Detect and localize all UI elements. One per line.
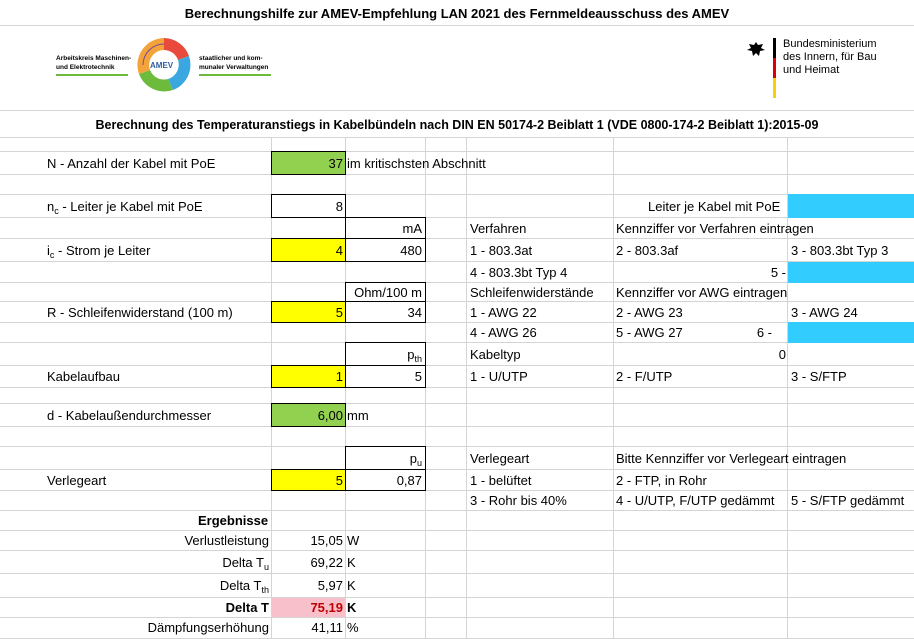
- kabel-computed: 5: [414, 369, 422, 384]
- verlust-value: 15,05: [310, 533, 343, 548]
- awg-3: 3 - AWG 24: [791, 305, 858, 320]
- verfahren-2: 2 - 803.3af: [616, 243, 679, 258]
- schleife-label: Schleifenwiderstände: [470, 285, 594, 300]
- results-header: Ergebnisse: [198, 513, 269, 528]
- kabeltyp-value: 0: [778, 347, 786, 362]
- kabeltyp-3: 3 - S/FTP: [791, 369, 847, 384]
- label-n: N - Anzahl der Kabel mit PoE: [47, 156, 216, 171]
- verlust-unit: W: [347, 533, 360, 548]
- logo-amev-text: AMEV: [150, 61, 174, 70]
- eagle-icon: [745, 40, 767, 62]
- kabeltyp-label: Kabeltyp: [470, 347, 521, 362]
- t-unit: K: [347, 600, 357, 615]
- verlege-4: 4 - U/UTP, F/UTP gedämmt: [616, 493, 775, 508]
- kabeltyp-2: 2 - F/UTP: [616, 369, 673, 384]
- logo-right-line2: munaler Verwaltungen: [199, 64, 269, 71]
- verlust-label: Verlustleistung: [184, 533, 269, 548]
- tth-unit: K: [347, 578, 356, 593]
- nc-cell[interactable]: [271, 194, 346, 218]
- label-verlegeart: Verlegeart: [47, 473, 107, 488]
- verlege-hidden-header: Verlegeart: [273, 451, 333, 466]
- verfahren-hint: Kennziffer vor Verfahren eintragen: [616, 221, 814, 236]
- ma-header: mA: [402, 221, 422, 236]
- t-value: 75,19: [310, 600, 343, 615]
- verlege-3: 3 - Rohr bis 40%: [470, 493, 567, 508]
- verfahren-4: 4 - 803.3bt Typ 4: [470, 265, 568, 280]
- kabel-value: 1: [335, 369, 343, 384]
- daempfung-label: Dämpfungserhöhung: [147, 620, 269, 635]
- label-nc: $n_c$ - Leiter je Kabel mit PoE: [47, 199, 203, 216]
- ic-computed: 480: [400, 243, 422, 258]
- ic-value: 4: [335, 243, 343, 258]
- verfahren-1: 1 - 803.3at: [470, 243, 533, 258]
- subtitle: Berechnung des Temperaturanstiegs in Kabelbündeln nach DIN EN 50174-2 Beiblatt 1 (VDE 0800-174-2 Beiblatt 1):2015-09: [95, 118, 819, 132]
- daempfung-value: 41,11: [311, 620, 343, 635]
- page-title: Berechnungshilfe zur AMEV-Empfehlung LAN 2021 des Fernmeldeausschuss des AMEV: [184, 6, 730, 21]
- pu-header-cell: [345, 446, 426, 470]
- n-cell[interactable]: [271, 151, 346, 175]
- ma-header-cell: [345, 217, 426, 239]
- awg-2: 2 - AWG 23: [616, 305, 683, 320]
- r-computed: 34: [407, 305, 422, 320]
- pth-header-cell: [345, 342, 426, 366]
- tth-label: Delta $T_{th}$: [219, 578, 269, 595]
- verlege-2: 2 - FTP, in Rohr: [616, 473, 707, 488]
- tu-unit: K: [347, 555, 356, 570]
- awg-1: 1 - AWG 22: [470, 305, 537, 320]
- leiter-label: Leiter je Kabel mit PoE: [648, 199, 781, 214]
- tu-value: 69,22: [310, 555, 343, 570]
- verlege-cell[interactable]: [271, 469, 346, 491]
- awg-cyan-cell[interactable]: [788, 322, 914, 343]
- pu-header: $p_u$: [409, 451, 422, 468]
- verlegeart-ref-label: Verlegeart: [470, 451, 530, 466]
- awg-4: 4 - AWG 26: [470, 325, 537, 340]
- awg-5: 5 - AWG 27: [616, 325, 683, 340]
- verfahren-cyan-cell[interactable]: [788, 262, 914, 283]
- logo-right-underline: [199, 74, 271, 76]
- logo-right-line1: staatlicher und kom-: [199, 55, 263, 62]
- awg-hint: Kennziffer vor AWG eintragen: [616, 285, 788, 300]
- ohm-header: Ohm/100 m: [354, 285, 422, 300]
- awg-hidden-header: AWG: [287, 285, 318, 300]
- ministry-line2: des Innern, für Bau: [783, 51, 877, 63]
- flag-black: [773, 38, 776, 58]
- amev-logo: [56, 38, 272, 96]
- kabeltyp-1: 1 - U/UTP: [470, 369, 528, 384]
- daempfung-unit: %: [347, 620, 359, 635]
- leiter-cyan-cell[interactable]: [788, 194, 914, 218]
- verlege-hint: Bitte Kennziffer vor Verlegeart eintragen: [616, 451, 847, 466]
- r-value: 5: [335, 305, 343, 320]
- verfahren-label: Verfahren: [470, 221, 527, 236]
- n-unit: im kritischsten Abschnitt: [347, 156, 486, 171]
- label-ic: $i_c$ - Strom je Leiter: [47, 243, 151, 260]
- verfahren-3: 3 - 803.3bt Typ 3: [791, 243, 889, 258]
- flag-red: [773, 58, 776, 78]
- verlege-computed-cell: [345, 469, 426, 491]
- verlege-1: 1 - belüftet: [470, 473, 532, 488]
- tth-value: 5,97: [317, 578, 343, 593]
- kabel-cell[interactable]: [271, 365, 346, 388]
- logo-left-line2: und Elektrotechnik: [56, 64, 115, 71]
- ohm-header-cell: [345, 282, 426, 302]
- r-cell[interactable]: [271, 301, 346, 323]
- d-unit: mm: [347, 408, 369, 423]
- logo-left-line1: Arbeitskreis Maschinen-: [56, 55, 132, 62]
- t-label: Delta T: [225, 600, 269, 615]
- n-value: 37: [328, 156, 343, 171]
- label-d: d - Kabelaußendurchmesser: [47, 408, 212, 423]
- kabeltyp-hidden-header: Kabeltyp: [275, 347, 326, 362]
- verlege-5: 5 - S/FTP gedämmt: [791, 493, 905, 508]
- pth-header: $p_{th}$: [407, 347, 422, 364]
- ic-cell[interactable]: [271, 238, 346, 262]
- kabel-computed-cell: [345, 365, 426, 388]
- logo-left-underline: [56, 74, 128, 76]
- verfahren-5: 5 -: [770, 265, 786, 280]
- tu-label: Delta $T_u$: [222, 555, 269, 572]
- ic-computed-cell: [345, 238, 426, 262]
- label-kabelaufbau: Kabelaufbau: [47, 369, 121, 384]
- verlege-value: 5: [335, 473, 343, 488]
- d-cell[interactable]: [271, 403, 346, 427]
- r-computed-cell: [345, 301, 426, 323]
- ministry-line1: Bundesministerium: [783, 38, 877, 50]
- ministry-logo: [743, 38, 893, 102]
- d-value: 6,00: [317, 408, 343, 423]
- label-r: R - Schleifenwiderstand (100 m): [47, 305, 233, 320]
- nc-value: 8: [335, 199, 343, 214]
- flag-gold: [773, 78, 776, 98]
- awg-6: 6 -: [756, 325, 772, 340]
- ministry-line3: und Heimat: [783, 64, 840, 76]
- verlege-computed: 0,87: [396, 473, 422, 488]
